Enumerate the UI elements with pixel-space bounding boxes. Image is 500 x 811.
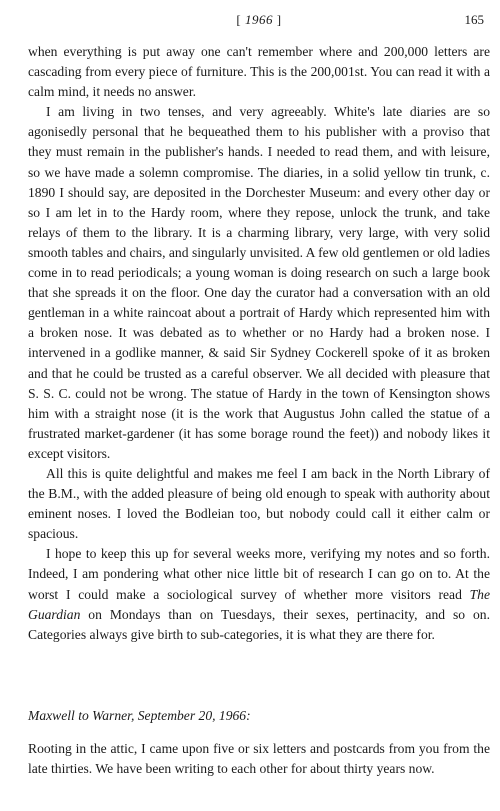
paragraph-continued: when everything is put away one can't remember where and 200,000 letters are cascading from every piece of furniture. This is the 200,001st. You can read it with a calm mind, it needs no answer. [28, 44, 490, 100]
running-head-year [28, 12, 490, 28]
paragraph-research-plans [28, 544, 490, 644]
year-bracket-close: ] [273, 12, 282, 27]
newspaper-title: The Guardian [28, 586, 490, 622]
running-head [28, 12, 490, 30]
letter-heading: Maxwell to Warner, September 20, 1966: [28, 708, 251, 723]
year-text: 1966 [245, 12, 273, 27]
paragraph-research-text-1: I hope to keep this up for several weeks more, verifying my notes and so forth. Indeed, I am pondering what other nice little bit of research I can go on to. At the worst I could make a sociological survey of whether more visitors read [28, 546, 490, 602]
paragraph-research-text-2: on Mondays than on Tuesdays, their sexes, pertinacity, and so on. Categories always give birth to sub-categories, it is what they are there for. [28, 606, 490, 642]
year-bracket-open: [ [236, 12, 245, 27]
paragraph-rooting-attic: Rooting in the attic, I came upon five or six letters and postcards from you from the late thirties. We have been writing to each other for about thirty years now. [28, 741, 490, 777]
paragraph-north-library: All this is quite delightful and makes me feel I am back in the North Library of the B.M., with the added pleasure of being old enough to speak with authority about eminent noses. I loved the Bodleian too, but nobody could call it either calm or spacious. [28, 465, 490, 542]
letter-body [28, 739, 490, 779]
paragraph-two-tenses: I am living in two tenses, and very agreeably. White's late diaries are so agonisedly personal that he bequeathed them to his publisher with a proviso that they must remain in the publisher's hands. I needed to read them, and with leisure, so we have made a solemn compromise. The diaries, in a solid yellow tin trunk, c. 1890 I should say, are deposited in the Dorchester Museum: and every other day or so I am let in to the Hardy room, where they repose, unlock the trunk, and take relays of them to the library. It is a charming library, very large, with very solid smooth tables and chairs, and singularly unvisited. A few old gentlemen or old ladies come in to read periodicals; a young woman is doing research on such a large book that she spreads it on the floor. One day the curator had a conversation with an old gentleman in a white raincoat about a portrait of Hardy which represented him with a broken nose. It was debated as to whether or no Hardy had a broken nose. I intervened in a godlike manner, & said Sir Sydney Cockerell spoke of it as broken and that he could be trusted as a careful observer. We all decided with pleasure that S. S. C. could not be wrong. The statue of Hardy in the town of Kensington shows him with a straight nose (it is the work that Augustus John called the statue of a frustrated market-gardener (it has some borage round the feet)) and nobody likes it except visitors. [28, 104, 490, 461]
page-number: 165 [464, 12, 484, 27]
body-text [28, 42, 490, 645]
